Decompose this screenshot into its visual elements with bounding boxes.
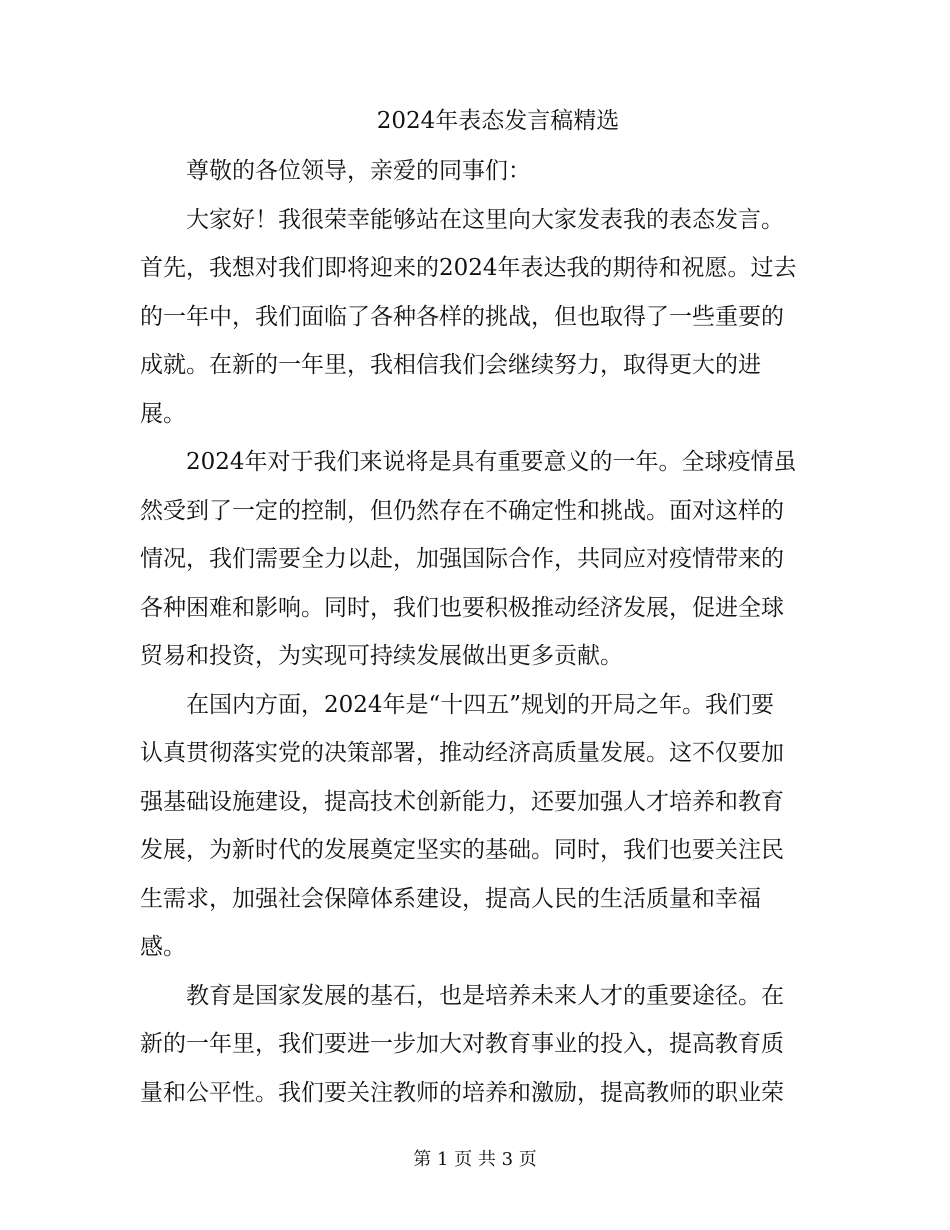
paragraph-line: 2024年对于我们来说将是具有重要意义的一年。全球疫情虽 <box>186 449 797 475</box>
paragraph-line: 成就。在新的一年里，我相信我们会继续努力，取得更大的进 <box>140 352 761 378</box>
document-body <box>140 147 820 1117</box>
paragraph-line: 的一年中，我们面临了各种各样的挑战，但也取得了一些重要的 <box>140 303 784 330</box>
page-number-footer: 第 1 页 共 3 页 <box>413 1149 537 1170</box>
paragraph-line: 贸易和投资，为实现可持续发展做出更多贡献。 <box>140 643 623 669</box>
paragraph-line: 教育是国家发展的基石，也是培养未来人才的重要途径。在 <box>186 982 784 1009</box>
paragraph-line: 情况，我们需要全力以赴，加强国际合作，共同应对疫情带来的 <box>140 546 784 572</box>
document-title: 2024年表态发言稿精选 <box>376 108 620 134</box>
paragraph-line: 发展，为新时代的发展奠定坚实的基础。同时，我们也要关注民 <box>140 837 784 863</box>
paragraph-line: 认真贯彻落实党的决策部署，推动经济高质量发展。这不仅要加 <box>140 740 784 766</box>
salutation-line: 尊敬的各位领导，亲爱的同事们： <box>186 158 531 184</box>
paragraph-line: 感。 <box>140 934 186 960</box>
paragraph-line: 首先，我想对我们即将迎来的2024年表达我的期待和祝愿。过去 <box>140 255 797 281</box>
paragraph-line: 各种困难和影响。同时，我们也要积极推动经济发展，促进全球 <box>140 594 784 621</box>
paragraph-line: 量和公平性。我们要关注教师的培养和激励，提高教师的职业荣 <box>140 1079 784 1106</box>
paragraph-line: 新的一年里，我们要进一步加大对教育事业的投入，提高教育质 <box>140 1031 784 1057</box>
paragraph-line: 生需求，加强社会保障体系建设，提高人民的生活质量和幸福 <box>140 885 761 912</box>
paragraph-line: 大家好！我很荣幸能够站在这里向大家发表我的表态发言。 <box>186 206 784 233</box>
paragraph-line: 在国内方面，2024年是“十四五”规划的开局之年。我们要 <box>186 691 775 718</box>
paragraph-line: 然受到了一定的控制，但仍然存在不确定性和挑战。面对这样的 <box>140 497 784 524</box>
paragraph-line: 强基础设施建设，提高技术创新能力，还要加强人才培养和教育 <box>140 788 784 815</box>
paragraph-line: 展。 <box>140 400 186 427</box>
